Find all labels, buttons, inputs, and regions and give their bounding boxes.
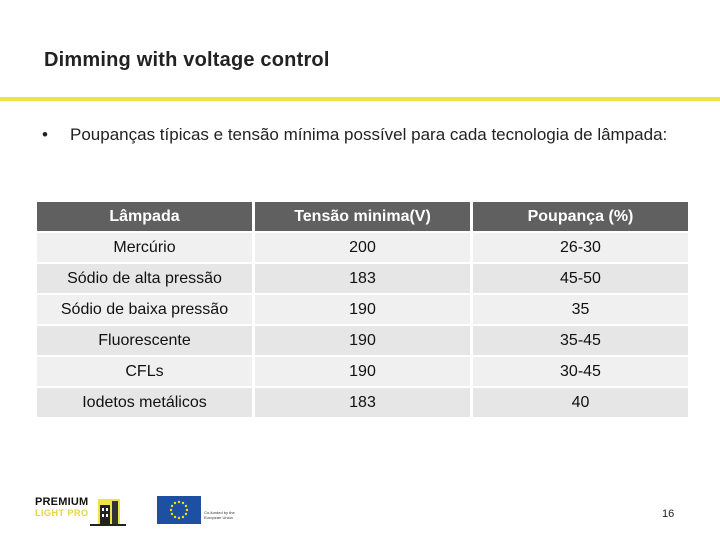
table-row bbox=[37, 357, 688, 386]
cell-voltage: 190 bbox=[255, 326, 473, 355]
bullet-text: Poupanças típicas e tensão mínima possível para cada tecnologia de lâmpada: bbox=[70, 125, 668, 144]
premium-logo-line2: LIGHT PRO bbox=[35, 508, 89, 518]
premium-light-logo bbox=[35, 493, 130, 527]
slide-title: Dimming with voltage control bbox=[44, 49, 330, 71]
cell-lamp: Sódio de alta pressão bbox=[37, 264, 255, 293]
eu-flag-icon bbox=[157, 496, 201, 524]
cell-lamp: CFLs bbox=[37, 357, 255, 386]
table-row bbox=[37, 295, 688, 324]
cell-savings: 45-50 bbox=[473, 264, 688, 293]
cell-savings: 35-45 bbox=[473, 326, 688, 355]
page-number: 16 bbox=[662, 508, 675, 520]
bullet-item bbox=[42, 123, 702, 146]
cell-voltage: 183 bbox=[255, 264, 473, 293]
cell-lamp: Iodetos metálicos bbox=[37, 388, 255, 417]
cell-voltage: 190 bbox=[255, 295, 473, 324]
title-underline bbox=[0, 97, 720, 101]
cell-lamp: Fluorescente bbox=[37, 326, 255, 355]
header-lamp: Lâmpada bbox=[37, 202, 255, 231]
bullet-icon: • bbox=[42, 125, 48, 144]
cell-voltage: 200 bbox=[255, 233, 473, 262]
cell-savings: 40 bbox=[473, 388, 688, 417]
cell-lamp: Sódio de baixa pressão bbox=[37, 295, 255, 324]
table-header-row bbox=[37, 202, 688, 231]
eu-funding-text: Co-funded by the European Union bbox=[204, 510, 235, 520]
header-savings: Poupança (%) bbox=[473, 202, 688, 231]
table-row bbox=[37, 264, 688, 293]
table-row bbox=[37, 326, 688, 355]
table-row bbox=[37, 388, 688, 417]
cell-savings: 26-30 bbox=[473, 233, 688, 262]
table-row bbox=[37, 233, 688, 262]
cell-savings: 35 bbox=[473, 295, 688, 324]
cell-voltage: 183 bbox=[255, 388, 473, 417]
eu-funding-logo bbox=[157, 496, 237, 526]
cell-lamp: Mercúrio bbox=[37, 233, 255, 262]
savings-table bbox=[37, 200, 688, 419]
cell-savings: 30-45 bbox=[473, 357, 688, 386]
building-icon bbox=[90, 493, 128, 527]
header-min-voltage: Tensão minima(V) bbox=[255, 202, 473, 231]
cell-voltage: 190 bbox=[255, 357, 473, 386]
premium-logo-line1: PREMIUM bbox=[35, 496, 89, 508]
